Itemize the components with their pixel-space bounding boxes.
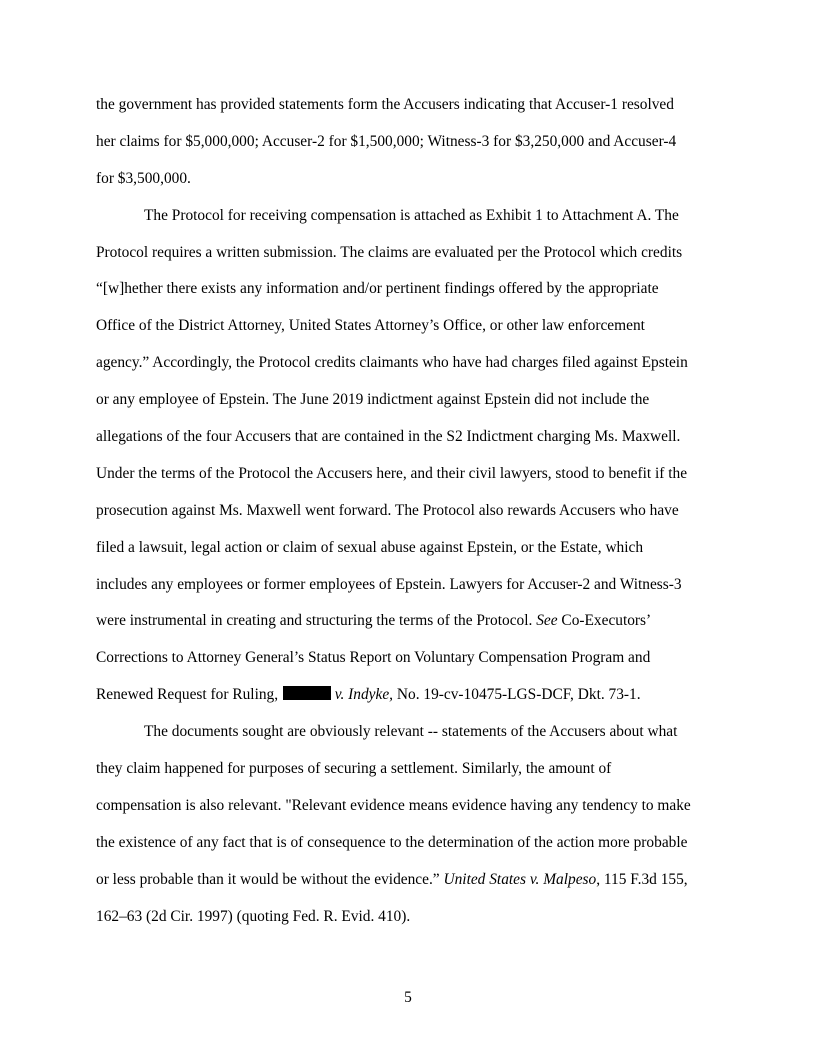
text-line: her claims for $5,000,000; Accuser-2 for $1,500,000; Witness-3 for $3,250,000 and Accuser-4 (96, 132, 677, 150)
case-name: v. Indyke, (330, 686, 394, 704)
text-line: or any employee of Epstein. The June 2019 indictment against Epstein did not include the (96, 391, 650, 409)
text-line: they claim happened for purposes of securing a settlement. Similarly, the amount of (96, 760, 612, 778)
text-line: the existence of any fact that is of consequence to the determination of the action more probable (96, 833, 688, 851)
text-line: allegations of the four Accusers that are contained in the S2 Indictment charging Ms. Maxwell. (96, 428, 681, 446)
page-number: 5 (404, 989, 412, 1006)
text-line: for $3,500,000. (96, 169, 191, 187)
text-line: filed a lawsuit, legal action or claim of sexual abuse against Epstein, or the Estate, which (96, 538, 644, 556)
text-line: “[w]hether there exists any information and/or pertinent findings offered by the appropriate (96, 280, 659, 298)
text-line: Office of the District Attorney, United States Attorney’s Office, or other law enforcement (96, 317, 645, 335)
text-line: agency.” Accordingly, the Protocol credits claimants who have had charges filed against Epstein (96, 354, 688, 372)
paragraph-start-line: The Protocol for receiving compensation is attached as Exhibit 1 to Attachment A. The (144, 206, 679, 224)
citation-signal: See (536, 612, 558, 630)
text-line (96, 862, 720, 899)
text-line: the government has provided statements form the Accusers indicating that Accuser-1 resolved (96, 96, 674, 113)
redaction-box (283, 686, 331, 700)
text-segment: No. 19-cv-10475-LGS-DCF, Dkt. 73-1. (393, 686, 641, 704)
text-segment: Co-Executors’ (557, 612, 652, 630)
text-segment: or less probable than it would be without the evidence.” (96, 870, 444, 888)
text-segment: , 115 F.3d 155, (596, 870, 688, 888)
text-line: Under the terms of the Protocol the Accusers here, and their civil lawyers, stood to benefit if the (96, 464, 688, 482)
body-text (96, 87, 720, 935)
text-line (96, 603, 720, 640)
paragraph-start-line: The documents sought are obviously relevant -- statements of the Accusers about what (144, 723, 678, 741)
text-line: 162–63 (2d Cir. 1997) (quoting Fed. R. Evid. 410). (96, 907, 411, 925)
case-name: United States v. Malpeso (443, 870, 597, 888)
text-line (96, 677, 720, 714)
text-segment: Renewed Request for Ruling, (96, 686, 282, 704)
text-line: Protocol requires a written submission. The claims are evaluated per the Protocol which credits (96, 243, 683, 261)
text-segment: were instrumental in creating and structuring the terms of the Protocol. (96, 612, 537, 630)
text-line: compensation is also relevant. "Relevant evidence means evidence having any tendency to make (96, 796, 691, 814)
text-line: includes any employees or former employees of Epstein. Lawyers for Accuser-2 and Witness-3 (96, 575, 682, 593)
text-line: prosecution against Ms. Maxwell went forward. The Protocol also rewards Accusers who have (96, 501, 679, 519)
text-line: Corrections to Attorney General’s Status Report on Voluntary Compensation Program and (96, 649, 651, 667)
